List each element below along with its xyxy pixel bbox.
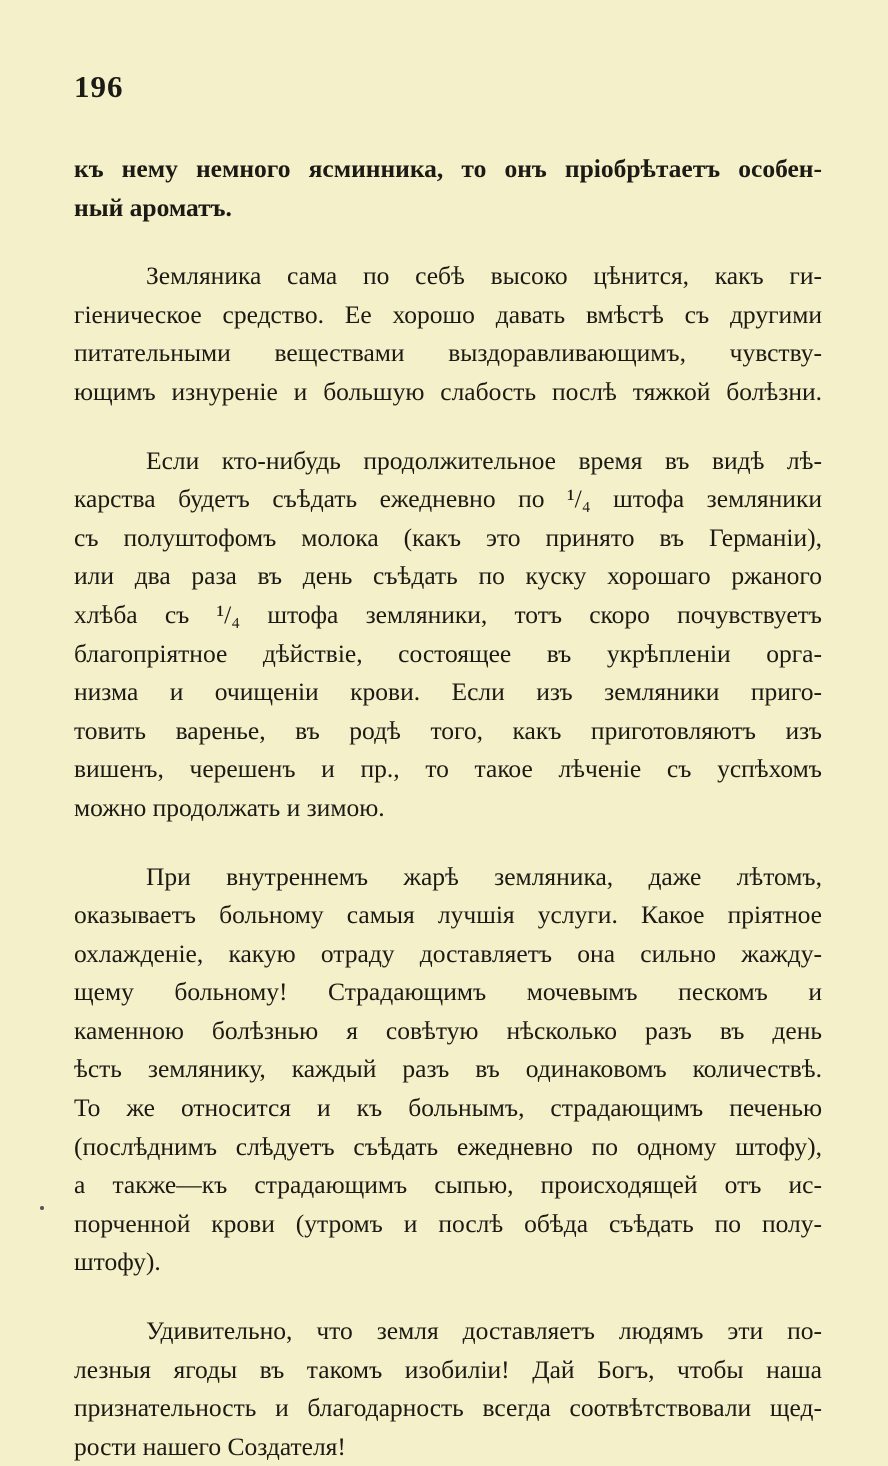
text-line: каменною болѣзнью я совѣтую нѣсколько разъ въ день	[74, 1015, 822, 1045]
text-line: или два раза въ день съѣдать по куску хорошаго ржаного	[74, 561, 822, 591]
text-line: карства будетъ съѣдать ежедневно по ¹/₄ штофа земляники	[74, 484, 822, 514]
text-line: Если кто-нибудь продолжительное время въ видѣ лѣ-	[146, 445, 822, 475]
text-line: оказываетъ больному самыя лучшія услуги. Какое пріятное	[74, 900, 822, 930]
paragraph-3	[74, 442, 822, 828]
text-line: ный ароматъ.	[74, 192, 232, 222]
text-line: Удивительно, что земля доставляетъ людямъ эти по-	[146, 1316, 822, 1346]
text-line: признательность и благодарность всегда соотвѣтствовали щед-	[74, 1393, 822, 1423]
text-line: (послѣднимъ слѣдуетъ съѣдать ежедневно по одному штофу),	[74, 1131, 822, 1161]
paragraph-2	[74, 257, 822, 411]
text-line: То же относится и къ больнымъ, страдающимъ печенью	[74, 1093, 822, 1123]
text-line: вишенъ, черешенъ и пр., то такое лѣченіе съ успѣхомъ	[74, 754, 822, 784]
text-line: При внутреннемъ жарѣ земляника, даже лѣтомъ,	[146, 861, 822, 891]
text-line: порченной крови (утромъ и послѣ обѣда съѣдать по полу-	[74, 1208, 822, 1238]
text-line: ющимъ изнуреніе и большую слабость послѣ тяжкой болѣзни.	[74, 376, 822, 406]
text-line: охлажденіе, какую отраду доставляетъ она сильно жажду-	[74, 938, 822, 968]
text-line: лезныя ягоды въ такомъ изобиліи! Дай Богъ, чтобы наша	[74, 1354, 822, 1384]
paragraph-5	[74, 1312, 822, 1466]
text-line: питательными веществами выздоравливающимъ, чувству-	[74, 338, 822, 368]
ink-speck	[40, 1206, 44, 1210]
text-line: благопріятное дѣйствіе, состоящее въ укрѣпленіи орга-	[74, 638, 822, 668]
text-line: рости нашего Создателя!	[74, 1431, 346, 1461]
paragraph-1	[74, 150, 822, 227]
text-line: ѣсть землянику, каждый разъ въ одинаковомъ количествѣ.	[74, 1054, 822, 1084]
text-line: къ нему немного ясминника, то онъ пріобрѣтаетъ особен-	[74, 154, 822, 183]
text-line: низма и очищеніи крови. Если изъ земляники приго-	[74, 677, 822, 707]
text-line: товить варенье, въ родѣ того, какъ приготовляютъ изъ	[74, 715, 822, 745]
paragraph-4	[74, 858, 822, 1283]
text-line: Земляника сама по себѣ высоко цѣнится, какъ ги-	[146, 261, 822, 291]
text-line: гіеническое средство. Ее хорошо давать вмѣстѣ съ другими	[74, 299, 822, 329]
text-line: щему больному! Страдающимъ мочевымъ пескомъ и	[74, 977, 822, 1007]
text-line: а также—къ страдающимъ сыпью, происходящей отъ ис-	[74, 1170, 822, 1200]
text-line: хлѣба съ ¹/₄ штофа земляники, тотъ скоро почувствуетъ	[74, 599, 822, 629]
text-line: штофу).	[74, 1247, 161, 1277]
text-line: съ полуштофомъ молока (какъ это принято въ Германіи),	[74, 522, 822, 552]
page-number: 196	[74, 69, 124, 104]
text-line: можно продолжать и зимою.	[74, 792, 385, 822]
